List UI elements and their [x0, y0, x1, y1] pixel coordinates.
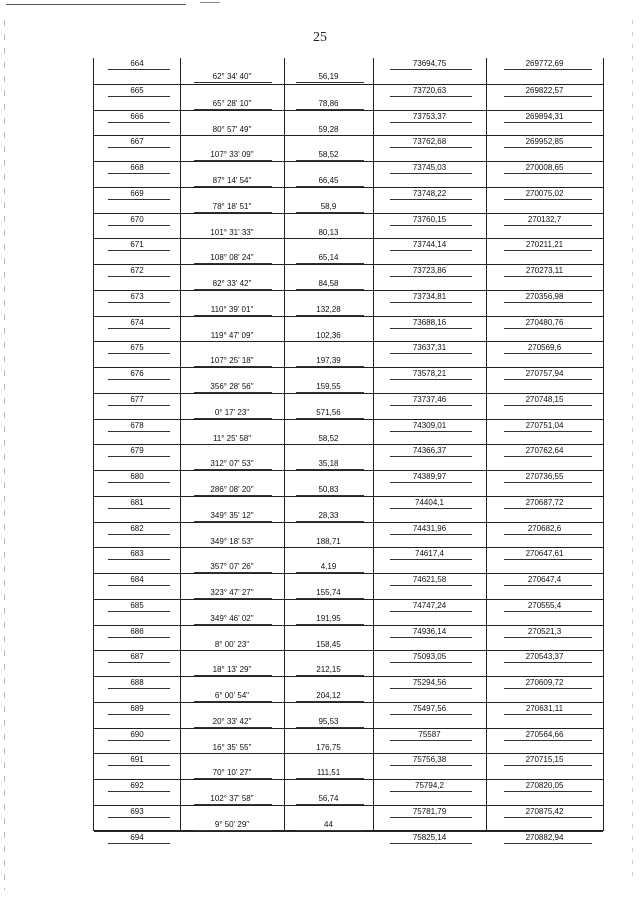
x-coordinate: 73688,16 — [412, 317, 447, 327]
x-coordinate: 75294,56 — [412, 678, 447, 687]
direction-angle: 62° 34' 40" — [212, 72, 252, 81]
underline — [504, 379, 592, 380]
underline — [504, 843, 592, 844]
table-row — [94, 496, 603, 522]
x-coordinate: 73694,75 — [412, 59, 447, 68]
table-row — [94, 779, 603, 805]
underline — [390, 611, 472, 612]
underline — [108, 765, 170, 766]
y-coordinate: 270715,15 — [525, 755, 564, 765]
y-coordinate: 269822,57 — [525, 85, 564, 95]
segment-length: 80,13 — [318, 227, 339, 237]
underline — [390, 714, 472, 715]
underline — [390, 585, 472, 586]
table-row — [94, 84, 603, 110]
underline — [108, 353, 170, 354]
segment-length: 95,53 — [318, 716, 339, 726]
y-coordinate: 270751,04 — [525, 420, 564, 430]
segment-length: 56,19 — [318, 72, 339, 81]
direction-angle: 119° 47' 09" — [210, 330, 254, 340]
table-row — [94, 290, 603, 316]
segment-length: 111,51 — [316, 768, 341, 778]
direction-angle: 65° 28' 10" — [212, 98, 252, 108]
direction-angle: 11° 25' 58" — [212, 433, 252, 443]
table-row — [94, 522, 603, 548]
point-number: 683 — [130, 549, 144, 559]
coordinate-table — [93, 58, 604, 842]
point-number: 687 — [130, 652, 144, 662]
x-coordinate: 74747,24 — [412, 600, 447, 610]
point-number: 668 — [130, 163, 144, 172]
segment-length: 50,83 — [318, 485, 339, 494]
segment-length: 28,33 — [318, 510, 339, 520]
underline — [108, 714, 170, 715]
table-row — [94, 470, 603, 496]
segment-length: 132,28 — [316, 304, 341, 314]
y-coordinate: 270757,94 — [525, 369, 564, 378]
y-coordinate: 270555,4 — [527, 600, 562, 610]
point-number: 691 — [130, 755, 144, 765]
point-number: 694 — [130, 832, 144, 842]
direction-angle: 110° 39' 01" — [210, 304, 254, 314]
segment-length: 191,95 — [316, 613, 341, 623]
x-coordinate: 75794,2 — [415, 781, 444, 790]
underline — [390, 147, 472, 148]
table-row — [94, 419, 603, 445]
y-coordinate: 269894,31 — [525, 111, 564, 121]
underline — [108, 173, 170, 174]
underline — [390, 765, 472, 766]
segment-length: 35,18 — [318, 459, 339, 469]
underline — [504, 199, 592, 200]
direction-angle: 80° 57' 49" — [212, 124, 252, 134]
point-number: 671 — [130, 240, 144, 250]
underline — [390, 379, 472, 380]
x-coordinate: 73760,15 — [412, 214, 447, 224]
point-number: 680 — [130, 472, 144, 481]
y-coordinate: 270762,64 — [525, 446, 564, 456]
underline — [108, 431, 170, 432]
point-number: 678 — [130, 420, 144, 430]
segment-length: 66,45 — [318, 176, 339, 185]
x-coordinate: 73737,46 — [412, 394, 447, 404]
y-coordinate: 270480,76 — [525, 317, 564, 327]
point-number: 669 — [130, 188, 144, 198]
underline — [108, 611, 170, 612]
table-row — [94, 573, 603, 599]
y-coordinate: 270647,4 — [527, 575, 562, 584]
point-number: 685 — [130, 600, 144, 610]
point-number: 681 — [130, 497, 144, 507]
underline — [504, 353, 592, 354]
table-body — [94, 58, 603, 856]
underline — [108, 379, 170, 380]
underline — [108, 250, 170, 251]
underline — [504, 765, 592, 766]
segment-length: 56,74 — [318, 794, 339, 803]
x-coordinate: 74309,01 — [412, 420, 447, 430]
underline — [108, 225, 170, 226]
direction-angle: 18° 13' 29" — [212, 665, 252, 675]
y-coordinate: 270543,37 — [525, 652, 564, 662]
point-number: 673 — [130, 291, 144, 301]
table-row — [94, 213, 603, 239]
y-coordinate: 270521,3 — [527, 626, 562, 636]
segment-length: 197,39 — [316, 356, 341, 366]
underline — [108, 585, 170, 586]
point-number: 667 — [130, 137, 144, 147]
direction-angle: 8° 00' 23" — [214, 639, 250, 649]
underline — [504, 225, 592, 226]
segment-length: 159,55 — [316, 382, 341, 391]
underline — [390, 431, 472, 432]
underline — [108, 637, 170, 638]
x-coordinate: 74366,37 — [412, 446, 447, 456]
point-number: 676 — [130, 369, 144, 378]
point-number: 692 — [130, 781, 144, 790]
x-coordinate: 75587 — [418, 729, 441, 739]
underline — [504, 96, 592, 97]
segment-length: 204,12 — [316, 691, 341, 700]
underline — [504, 611, 592, 612]
point-number: 688 — [130, 678, 144, 687]
table-row — [94, 547, 603, 573]
x-coordinate: 75781,79 — [412, 806, 447, 816]
table-row — [94, 393, 603, 419]
table-row — [94, 805, 603, 831]
table-row — [94, 161, 603, 187]
direction-angle: 0° 17' 23" — [214, 407, 250, 417]
direction-angle: 107° 33' 09" — [210, 150, 254, 160]
underline — [390, 69, 472, 70]
segment-length: 176,75 — [316, 742, 341, 752]
segment-length: 65,14 — [318, 253, 339, 263]
y-coordinate: 270820,05 — [525, 781, 564, 790]
x-coordinate: 73748,22 — [412, 188, 447, 198]
underline — [390, 817, 472, 818]
segment-length: 78,86 — [318, 98, 339, 108]
underline — [504, 122, 592, 123]
table-row — [94, 316, 603, 342]
segment-length: 155,74 — [316, 588, 341, 597]
y-coordinate: 270736,55 — [525, 472, 564, 481]
underline — [504, 456, 592, 457]
y-coordinate: 270748,15 — [525, 394, 564, 404]
segment-length: 58,9 — [320, 201, 337, 211]
x-coordinate: 75756,38 — [412, 755, 447, 765]
underline — [504, 791, 592, 792]
direction-angle: 78° 18' 51" — [212, 201, 252, 211]
x-coordinate: 75497,56 — [412, 703, 447, 713]
underline — [390, 302, 472, 303]
x-coordinate: 73753,37 — [412, 111, 447, 121]
segment-length: 58,52 — [318, 150, 339, 160]
underline — [390, 225, 472, 226]
y-coordinate: 269772,69 — [525, 59, 564, 68]
direction-angle: 349° 35' 12" — [210, 510, 254, 520]
underline — [504, 688, 592, 689]
y-coordinate: 270875,42 — [525, 806, 564, 816]
underline — [504, 559, 592, 560]
direction-angle: 108° 08' 24" — [210, 253, 254, 263]
segment-length: 58,52 — [318, 433, 339, 443]
table-row — [94, 238, 603, 264]
direction-angle: 349° 18' 53" — [210, 536, 254, 546]
direction-angle: 102° 37' 58" — [210, 794, 254, 803]
underline — [504, 534, 592, 535]
segment-length: 571,56 — [316, 407, 341, 417]
underline — [108, 405, 170, 406]
x-coordinate: 75825,14 — [412, 832, 447, 842]
scan-edge-right — [632, 20, 633, 880]
table-row — [94, 676, 603, 702]
table-row — [94, 650, 603, 676]
underline — [504, 714, 592, 715]
y-coordinate: 270008,65 — [525, 163, 564, 172]
point-number: 664 — [130, 59, 144, 68]
point-number: 679 — [130, 446, 144, 456]
underline — [504, 817, 592, 818]
underline — [108, 328, 170, 329]
x-coordinate: 74617,4 — [415, 549, 444, 559]
underline — [108, 817, 170, 818]
scan-border-mark — [200, 2, 220, 3]
point-number: 666 — [130, 111, 144, 121]
underline — [504, 276, 592, 277]
direction-angle: 312° 07' 53" — [210, 459, 254, 469]
underline — [390, 482, 472, 483]
underline — [108, 96, 170, 97]
underline — [108, 740, 170, 741]
table-row — [94, 187, 603, 213]
x-coordinate: 73744,14 — [412, 240, 447, 250]
y-coordinate: 270564,66 — [525, 729, 564, 739]
table-row — [94, 728, 603, 754]
underline — [504, 662, 592, 663]
y-coordinate: 270075,02 — [525, 188, 564, 198]
table-row — [94, 135, 603, 161]
table-row — [94, 367, 603, 393]
y-coordinate: 270687,72 — [525, 497, 564, 507]
underline — [108, 791, 170, 792]
direction-angle: 349° 46' 02" — [210, 613, 254, 623]
underline — [390, 791, 472, 792]
underline — [390, 250, 472, 251]
x-coordinate: 73637,31 — [412, 343, 447, 353]
direction-angle: 286° 08' 20" — [210, 485, 254, 494]
underline — [390, 122, 472, 123]
segment-length: 102,36 — [316, 330, 341, 340]
underline — [108, 482, 170, 483]
direction-angle: 20° 33' 42" — [212, 716, 252, 726]
y-coordinate: 270273,11 — [525, 266, 564, 275]
underline — [108, 534, 170, 535]
x-coordinate: 74389,97 — [412, 472, 447, 481]
underline — [108, 843, 170, 844]
direction-angle: 16° 35' 55" — [212, 742, 252, 752]
x-coordinate: 74936,14 — [412, 626, 447, 636]
table-row — [94, 58, 603, 84]
underline — [504, 508, 592, 509]
x-coordinate: 74404,1 — [415, 497, 444, 507]
direction-angle: 87° 14' 54" — [212, 176, 252, 185]
y-coordinate: 270631,11 — [525, 703, 564, 713]
direction-angle: 323° 47' 27" — [210, 588, 254, 597]
direction-angle: 9° 50' 29" — [214, 819, 250, 829]
underline — [390, 456, 472, 457]
x-coordinate: 73578,21 — [412, 369, 447, 378]
point-number: 677 — [130, 394, 144, 404]
y-coordinate: 270882,94 — [525, 832, 564, 842]
underline — [504, 328, 592, 329]
underline — [504, 69, 592, 70]
page-number: 25 — [313, 30, 327, 45]
underline — [504, 173, 592, 174]
underline — [108, 69, 170, 70]
x-coordinate: 73762,68 — [412, 137, 447, 147]
underline — [390, 353, 472, 354]
table-row — [94, 625, 603, 651]
underline — [108, 559, 170, 560]
underline — [390, 534, 472, 535]
point-number: 675 — [130, 343, 144, 353]
direction-angle: 357° 07' 26" — [210, 562, 254, 572]
underline — [390, 637, 472, 638]
table-row — [94, 341, 603, 367]
segment-length: 4,19 — [320, 562, 337, 572]
point-number: 693 — [130, 806, 144, 816]
point-number: 682 — [130, 523, 144, 533]
y-coordinate: 269952,85 — [525, 137, 564, 147]
y-coordinate: 270211,21 — [525, 240, 564, 250]
table-row — [94, 702, 603, 728]
underline — [108, 122, 170, 123]
underline — [390, 199, 472, 200]
underline — [108, 147, 170, 148]
x-coordinate: 73734,81 — [412, 291, 447, 301]
y-coordinate: 270682,6 — [527, 523, 562, 533]
underline — [390, 405, 472, 406]
underline — [108, 662, 170, 663]
underline — [504, 740, 592, 741]
x-coordinate: 74431,96 — [412, 523, 447, 533]
point-number: 686 — [130, 626, 144, 636]
direction-angle: 70° 10' 27" — [212, 768, 252, 778]
underline — [390, 662, 472, 663]
segment-length: 84,58 — [318, 279, 339, 288]
underline — [108, 276, 170, 277]
y-coordinate: 270356,98 — [525, 291, 564, 301]
table-row — [94, 753, 603, 779]
table-row — [94, 444, 603, 470]
underline — [504, 147, 592, 148]
underline — [108, 508, 170, 509]
direction-angle: 6° 00' 54" — [214, 691, 250, 700]
underline — [504, 431, 592, 432]
x-coordinate: 73720,63 — [412, 85, 447, 95]
underline — [108, 302, 170, 303]
underline — [390, 508, 472, 509]
segment-length: 44 — [324, 819, 333, 829]
table-row — [94, 110, 603, 136]
underline — [504, 585, 592, 586]
underline — [504, 637, 592, 638]
direction-angle: 107° 25' 18" — [210, 356, 254, 366]
scan-edge-left — [4, 20, 5, 890]
segment-length: 212,15 — [316, 665, 341, 675]
underline — [504, 405, 592, 406]
y-coordinate: 270609,72 — [525, 678, 564, 687]
x-coordinate: 73723,86 — [412, 266, 447, 275]
x-coordinate: 73745,03 — [412, 163, 447, 172]
table-row — [94, 599, 603, 625]
x-coordinate: 75093,05 — [412, 652, 447, 662]
scan-border-mark — [6, 4, 186, 5]
direction-angle: 82° 33' 42" — [212, 279, 252, 288]
point-number: 665 — [130, 85, 144, 95]
direction-angle: 101° 31' 33" — [210, 227, 254, 237]
underline — [504, 250, 592, 251]
segment-length: 188,71 — [316, 536, 341, 546]
underline — [390, 740, 472, 741]
point-number: 690 — [130, 729, 144, 739]
underline — [108, 688, 170, 689]
underline — [390, 173, 472, 174]
underline — [390, 96, 472, 97]
point-number: 684 — [130, 575, 144, 584]
segment-length: 158,45 — [316, 639, 341, 649]
point-number: 689 — [130, 703, 144, 713]
underline — [504, 302, 592, 303]
underline — [390, 276, 472, 277]
table-row — [94, 831, 603, 857]
point-number: 670 — [130, 214, 144, 224]
underline — [108, 199, 170, 200]
point-number: 674 — [130, 317, 144, 327]
underline — [390, 843, 472, 844]
underline — [390, 328, 472, 329]
y-coordinate: 270647,61 — [525, 549, 564, 559]
underline — [390, 688, 472, 689]
underline — [390, 559, 472, 560]
segment-length: 59,28 — [318, 124, 339, 134]
direction-angle: 356° 28' 56" — [210, 382, 254, 391]
x-coordinate: 74621,58 — [412, 575, 447, 584]
y-coordinate: 270132,7 — [527, 214, 562, 224]
point-number: 672 — [130, 266, 144, 275]
underline — [504, 482, 592, 483]
underline — [108, 456, 170, 457]
table-row — [94, 264, 603, 290]
y-coordinate: 270569,6 — [527, 343, 562, 353]
